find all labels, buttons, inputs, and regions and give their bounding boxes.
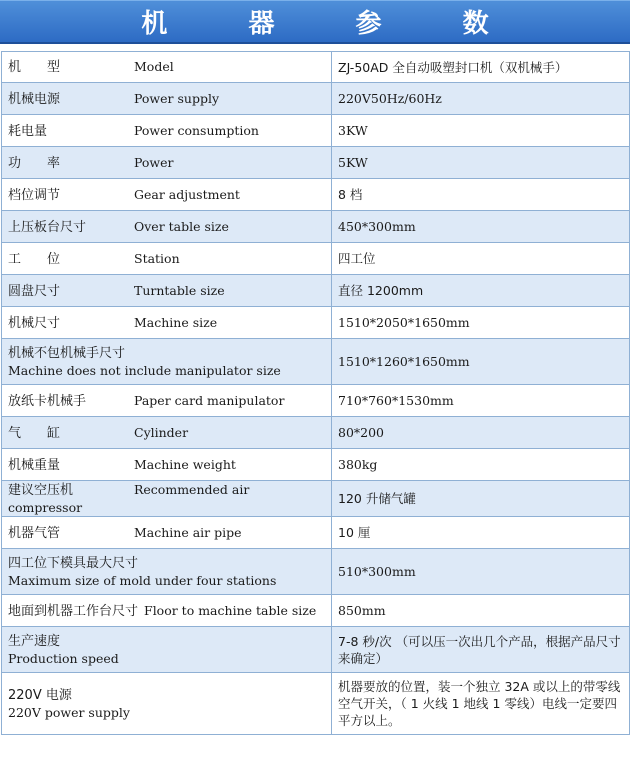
spec-value-cell: 80*200: [332, 417, 630, 449]
spec-label-en: Machine size: [134, 314, 218, 330]
spec-row: [2, 481, 630, 517]
spec-label-cell: [2, 449, 332, 481]
spec-value-cell: 510*300mm: [332, 549, 630, 595]
spec-label-en: Gear adjustment: [134, 186, 240, 202]
spec-label-en: Power supply: [134, 90, 220, 106]
spec-row: [2, 83, 630, 115]
spec-label-zh: 机械电源: [8, 91, 61, 107]
spec-label-cell: [2, 52, 332, 83]
spec-value-cell: 1510*2050*1650mm: [332, 307, 630, 339]
spec-row: [2, 385, 630, 417]
spec-value-cell: 四工位: [332, 243, 630, 275]
spec-label-en: Production speed: [8, 650, 119, 666]
spec-value-cell: 5KW: [332, 147, 630, 179]
spec-label-en: Machine weight: [134, 456, 236, 472]
spec-value-cell: 1510*1260*1650mm: [332, 339, 630, 385]
spec-label-en: Turntable size: [134, 282, 225, 298]
page-title: 机 器 参 数: [141, 9, 525, 39]
spec-label-zh: 工 位: [8, 251, 61, 267]
spec-value-cell: ZJ-50AD 全自动吸塑封口机（双机械手）: [332, 52, 630, 83]
spec-label-en: Floor to machine table size: [144, 602, 317, 618]
spec-row: [2, 275, 630, 307]
spec-label-en: Paper card manipulator: [134, 392, 285, 408]
spec-table: [1, 51, 630, 735]
spec-row: [2, 417, 630, 449]
spec-label-en: Over table size: [134, 218, 229, 234]
spec-label-en: Machine does not include manipulator size: [8, 362, 281, 378]
spec-label-cell: [2, 481, 332, 517]
spec-label-cell: [2, 385, 332, 417]
spec-label-cell: [2, 417, 332, 449]
spec-label-en: Maximum size of mold under four stations: [8, 572, 277, 588]
spec-label-zh: 机械不包机械手尺寸: [8, 345, 126, 361]
spec-row: [2, 179, 630, 211]
spec-row: [2, 307, 630, 339]
spec-label-cell: [2, 339, 332, 385]
spec-value-cell: 850mm: [332, 595, 630, 627]
spec-table-body: [2, 52, 630, 735]
spec-value-cell: 450*300mm: [332, 211, 630, 243]
spec-row: [2, 673, 630, 735]
spec-label-en: Model: [134, 59, 174, 74]
spec-value-cell: 7-8 秒/次 （可以压一次出几个产品，根据产品尺寸来确定）: [332, 627, 630, 673]
spec-label-zh: 机械重量: [8, 457, 61, 473]
spec-label-zh: 放纸卡机械手: [8, 393, 87, 409]
spec-label-cell: [2, 627, 332, 673]
spec-label-cell: [2, 115, 332, 147]
spec-label-zh: 耗电量: [8, 123, 48, 139]
spec-label-cell: [2, 179, 332, 211]
spec-value-cell: 10 厘: [332, 517, 630, 549]
spec-label-zh: 生产速度: [8, 633, 61, 649]
spec-label-cell: [2, 595, 332, 627]
spec-label-zh: 机 型: [8, 60, 61, 75]
spec-value-cell: 3KW: [332, 115, 630, 147]
spec-label-cell: [2, 243, 332, 275]
spec-label-en: Cylinder: [134, 424, 189, 440]
spec-label-cell: [2, 673, 332, 735]
spec-value-cell: 120 升储气罐: [332, 481, 630, 517]
spec-label-zh: 四工位下模具最大尺寸: [8, 555, 139, 571]
spec-value-cell: 380kg: [332, 449, 630, 481]
spec-label-en: Power: [134, 154, 174, 170]
spec-label-cell: [2, 211, 332, 243]
spec-label-en: Machine air pipe: [134, 524, 242, 540]
spec-label-en: Recommended air compressor: [8, 482, 250, 515]
spec-row: [2, 147, 630, 179]
spec-label-cell: [2, 517, 332, 549]
spec-label-cell: [2, 549, 332, 595]
spec-label-cell: [2, 275, 332, 307]
spec-row: [2, 243, 630, 275]
spec-label-zh: 圆盘尺寸: [8, 283, 61, 299]
spec-row: [2, 115, 630, 147]
spec-label-zh: 功 率: [8, 155, 61, 171]
spec-label-zh: 上压板台尺寸: [8, 219, 87, 235]
spec-label-zh: 机器气管: [8, 525, 61, 541]
spec-row: [2, 211, 630, 243]
spec-label-zh: 机械尺寸: [8, 315, 61, 331]
spec-label-zh: 气 缸: [8, 425, 61, 441]
spec-label-en: 220V power supply: [8, 704, 130, 720]
spec-label-zh: 建议空压机: [8, 483, 74, 498]
spec-row: [2, 595, 630, 627]
spec-row: [2, 339, 630, 385]
spec-row: [2, 517, 630, 549]
spec-label-en: Power consumption: [134, 122, 259, 138]
spec-label-zh: 档位调节: [8, 187, 61, 203]
spec-label-cell: [2, 83, 332, 115]
spec-label-zh: 地面到机器工作台尺寸: [8, 603, 139, 619]
spec-row: [2, 52, 630, 83]
spec-label-en: Station: [134, 250, 180, 266]
spec-row: [2, 627, 630, 673]
spec-value-cell: 8 档: [332, 179, 630, 211]
spec-row: [2, 449, 630, 481]
spec-value-cell: 710*760*1530mm: [332, 385, 630, 417]
spec-value-cell: 机器要放的位置，装一个独立 32A 或以上的带零线空气开关，（ 1 火线 1 地线 1 零线）电线一定要四平方以上。: [332, 673, 630, 735]
spec-row: [2, 549, 630, 595]
spec-value-cell: 220V50Hz/60Hz: [332, 83, 630, 115]
title-banner: [0, 0, 630, 44]
spec-label-cell: [2, 307, 332, 339]
spec-label-zh: 220V 电源: [8, 687, 72, 703]
spec-value-cell: 直径 1200mm: [332, 275, 630, 307]
spec-label-cell: [2, 147, 332, 179]
